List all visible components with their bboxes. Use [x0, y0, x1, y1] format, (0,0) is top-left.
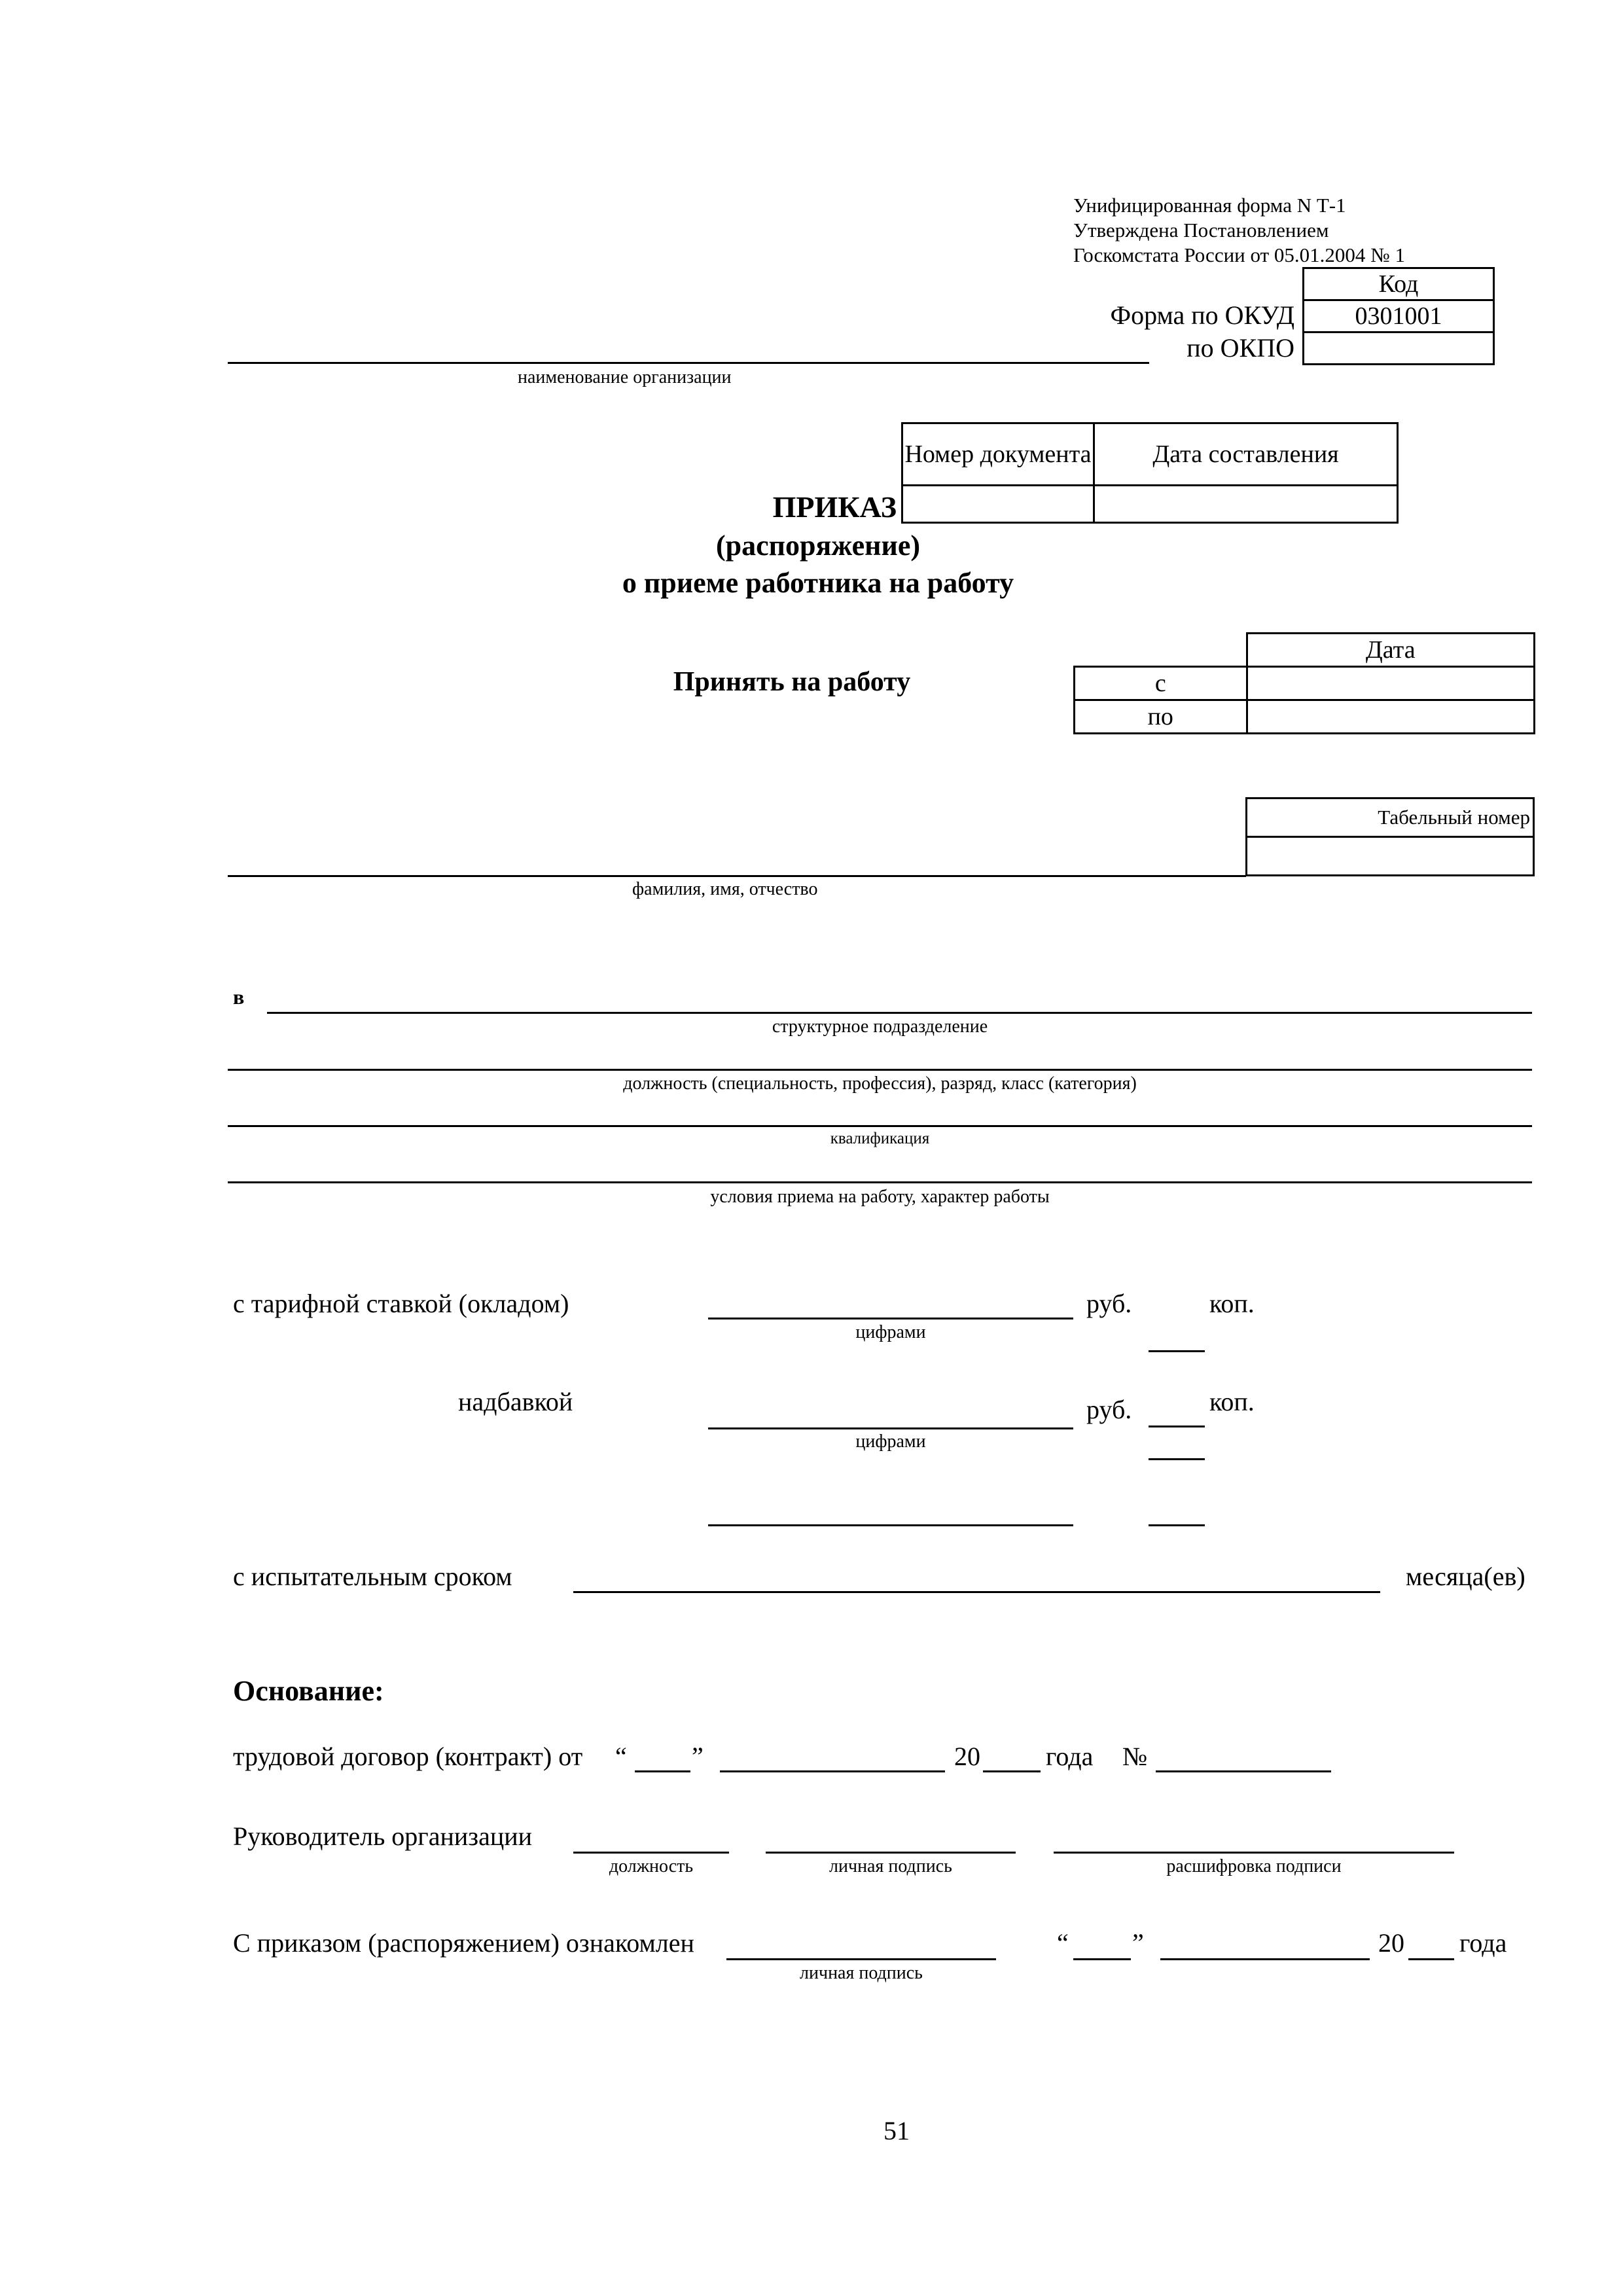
qualification-line[interactable] [228, 1125, 1532, 1127]
doc-table [901, 422, 1399, 524]
acquaint-label: С приказом (распоряжением) ознакомлен [233, 1928, 694, 1958]
acquaint-year-word: года [1459, 1928, 1507, 1958]
conditions-caption: условия приема на работу, характер работы [710, 1187, 1050, 1207]
acquaint-open-quote: “ [1057, 1928, 1069, 1958]
acquaint-signature-caption: личная подпись [800, 1963, 923, 1983]
okpo-label: по ОКПО [1186, 333, 1294, 363]
head-signature-caption: личная подпись [829, 1856, 952, 1876]
hire-from-label: с [1075, 667, 1247, 700]
approval-line-1: Унифицированная форма N Т-1 [1073, 194, 1346, 217]
contract-open-quote: “ [615, 1742, 627, 1771]
contract-close-quote: ” [692, 1742, 704, 1771]
acquaint-year-line[interactable] [1408, 1958, 1454, 1960]
head-decoding-caption: расшифровка подписи [1166, 1856, 1342, 1876]
dept-prefix: в [233, 985, 245, 1009]
codes-header: Код [1304, 268, 1494, 300]
contract-year-word: года [1046, 1742, 1094, 1771]
doc-date-header: Дата составления [1094, 423, 1398, 486]
employee-name-caption: фамилия, имя, отчество [632, 879, 818, 899]
head-signature-line[interactable] [766, 1852, 1016, 1854]
probation-line[interactable] [573, 1591, 1380, 1593]
employee-name-line[interactable] [228, 875, 1246, 877]
hire-date-header: Дата [1247, 634, 1535, 667]
acquaint-century: 20 [1378, 1928, 1404, 1958]
page-number: 51 [883, 2116, 910, 2145]
bonus-label: надбавкой [458, 1387, 573, 1416]
contract-label: трудовой договор (контракт) от [233, 1742, 583, 1771]
doc-number-header: Номер документа [902, 423, 1094, 486]
rate-kop-line[interactable] [1149, 1350, 1205, 1352]
bonus-kop-line-1[interactable] [1149, 1426, 1205, 1427]
extra-line[interactable] [708, 1524, 1073, 1526]
contract-year-line[interactable] [983, 1770, 1041, 1772]
acquaint-day-line[interactable] [1073, 1958, 1131, 1960]
rate-label: с тарифной ставкой (окладом) [233, 1289, 569, 1318]
rate-line[interactable] [708, 1318, 1073, 1319]
position-caption: должность (специальность, профессия), разряд, класс (категория) [623, 1073, 1137, 1094]
head-label: Руководитель организации [233, 1821, 533, 1851]
doc-date-value[interactable] [1094, 486, 1398, 523]
contract-month-line[interactable] [720, 1770, 945, 1772]
bonus-rub: руб. [1086, 1395, 1132, 1424]
contract-day-line[interactable] [635, 1770, 690, 1772]
personnel-number-table [1245, 797, 1535, 876]
bonus-kop-line-2[interactable] [1149, 1458, 1205, 1460]
personnel-number-value[interactable] [1247, 837, 1534, 876]
personnel-number-header: Табельный номер [1247, 798, 1534, 837]
hire-from-value[interactable] [1247, 667, 1535, 700]
acquaint-month-line[interactable] [1160, 1958, 1370, 1960]
qualification-caption: квалификация [830, 1130, 930, 1147]
hire-to-value[interactable] [1247, 700, 1535, 734]
acquaint-signature-line[interactable] [726, 1958, 996, 1960]
rate-rub: руб. [1086, 1289, 1132, 1318]
hire-to-label: по [1075, 700, 1247, 734]
okud-value[interactable]: 0301001 [1304, 300, 1494, 332]
approval-line-2: Утверждена Постановлением [1073, 219, 1329, 242]
probation-unit: месяца(ев) [1406, 1562, 1525, 1591]
bonus-kop: коп. [1209, 1387, 1255, 1416]
doc-number-value[interactable] [902, 486, 1094, 523]
bonus-line[interactable] [708, 1427, 1073, 1429]
bonus-digits-caption: цифрами [855, 1431, 926, 1452]
okud-label: Форма по ОКУД [1110, 300, 1294, 330]
head-decoding-line[interactable] [1054, 1852, 1454, 1854]
rate-digits-caption: цифрами [855, 1322, 926, 1342]
org-name-line[interactable] [228, 362, 1149, 364]
approval-line-3: Госкомстата России от 05.01.2004 № 1 [1073, 243, 1405, 266]
extra-kop-line[interactable] [1149, 1524, 1205, 1526]
contract-century: 20 [954, 1742, 980, 1771]
approval-block [1073, 193, 1405, 268]
acquaint-close-quote: ” [1132, 1928, 1144, 1958]
head-position-line[interactable] [573, 1852, 729, 1854]
basis-heading: Основание: [233, 1675, 384, 1707]
order-subtitle: (распоряжение) [715, 529, 921, 562]
department-caption: структурное подразделение [772, 1016, 988, 1037]
position-line[interactable] [228, 1069, 1532, 1071]
department-line[interactable] [267, 1012, 1532, 1014]
codes-table [1302, 267, 1495, 365]
contract-number-line[interactable] [1156, 1770, 1331, 1772]
head-position-caption: должность [609, 1856, 694, 1876]
org-name-caption: наименование организации [518, 367, 732, 387]
hire-label: Принять на работу [673, 667, 911, 697]
order-subject: о приеме работника на работу [622, 567, 1014, 599]
hire-date-table [1073, 632, 1535, 734]
order-title: ПРИКАЗ [772, 490, 897, 524]
probation-label: с испытательным сроком [233, 1562, 512, 1591]
contract-number-sign: № [1122, 1742, 1148, 1771]
conditions-line[interactable] [228, 1181, 1532, 1183]
okpo-value[interactable] [1304, 332, 1494, 365]
rate-kop: коп. [1209, 1289, 1255, 1318]
